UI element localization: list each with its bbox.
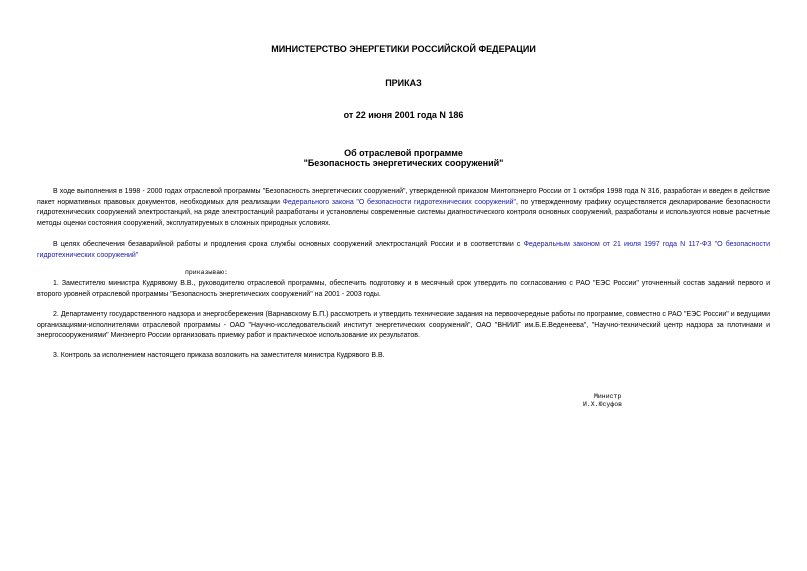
order-item-1: 1. Заместителю министра Кудрявому В.В., руководителю отраслевой программы, обеспечить подготовку и в месячный срок утвердить по согласованию с РАО "ЕЭС России" уточненный состав заданий первого и второго уровней отраслевой программы "Безопасность энергетических сооружений" на 2001 - 2003 годы.: [37, 280, 770, 298]
ministry-heading: МИНИСТЕРСТВО ЭНЕРГЕТИКИ РОССИЙСКОЙ ФЕДЕРАЦИИ: [271, 44, 536, 54]
paragraph-purpose-text: В целях обеспечения безаварийной работы и продления срока службы основных сооружений электростанций России и в соответствии с: [53, 241, 524, 248]
federal-law-117fz-link[interactable]: Федеральным законом от 21 июля 1997 года N 117-ФЗ "О безопасности гидротехнических сооружений": [37, 241, 770, 259]
order-word: приказываю:: [185, 269, 228, 276]
document-title-line1: Об отраслевой программе: [344, 148, 463, 158]
signature-name: И.Х.Юсуфов: [583, 401, 623, 408]
paragraph-preamble: [37, 187, 770, 229]
doc-type-heading: ПРИКАЗ: [385, 78, 422, 88]
document-title-line2: "Безопасность энергетических сооружений": [303, 158, 504, 168]
paragraph-preamble-text-a: В ходе выполнения в 1998 - 2000 годах отраслевой программы "Безопасность энергетических сооружений", утвержденной приказом Минтопэнерго России от 1 октября 1998 года N 316, разработан и введен в действие пакет нормативных правовых документов, необходимых для реализации: [37, 188, 770, 206]
paragraph-preamble-text-b: , по утвержденному графику осуществляется декларирование безопасности гидротехнических сооружений электростанций, на ряде электростанций разработаны и установлены современные системы диагностического контроля основных сооружений, разработаны и используются новые расчетные методы оценки состояния сооружений, эксплуатируемых в сложных природных условиях.: [37, 198, 771, 227]
order-item-3: 3. Контроль за исполнением настоящего приказа возложить на заместителя министра Кудрявого В.В.: [53, 352, 385, 359]
signature-position: Министр: [594, 393, 622, 400]
order-item-2: 2. Департаменту государственного надзора и энергосбережения (Варнавскому Б.П.) рассмотреть и утвердить технические задания на первоочередные работы по программе, совместно с РАО "ЕЭС России" и ведущими организациями-исполнителями отраслевой программы - ОАО "Научно-исследовательский институт энергетических сооружений", ОАО "ВНИИГ им.Б.Е.Веденеева", "Научно-технический центр надзора за плотинами и энергосооружениями" Минэнерго России организовать приемку работ и практическое использование их результатов.: [37, 311, 770, 339]
date-number-heading: от 22 июня 2001 года N 186: [343, 110, 464, 120]
paragraph-purpose: [37, 240, 770, 261]
federal-law-link[interactable]: Федерального закона "О безопасности гидротехнических сооружений": [282, 198, 516, 206]
